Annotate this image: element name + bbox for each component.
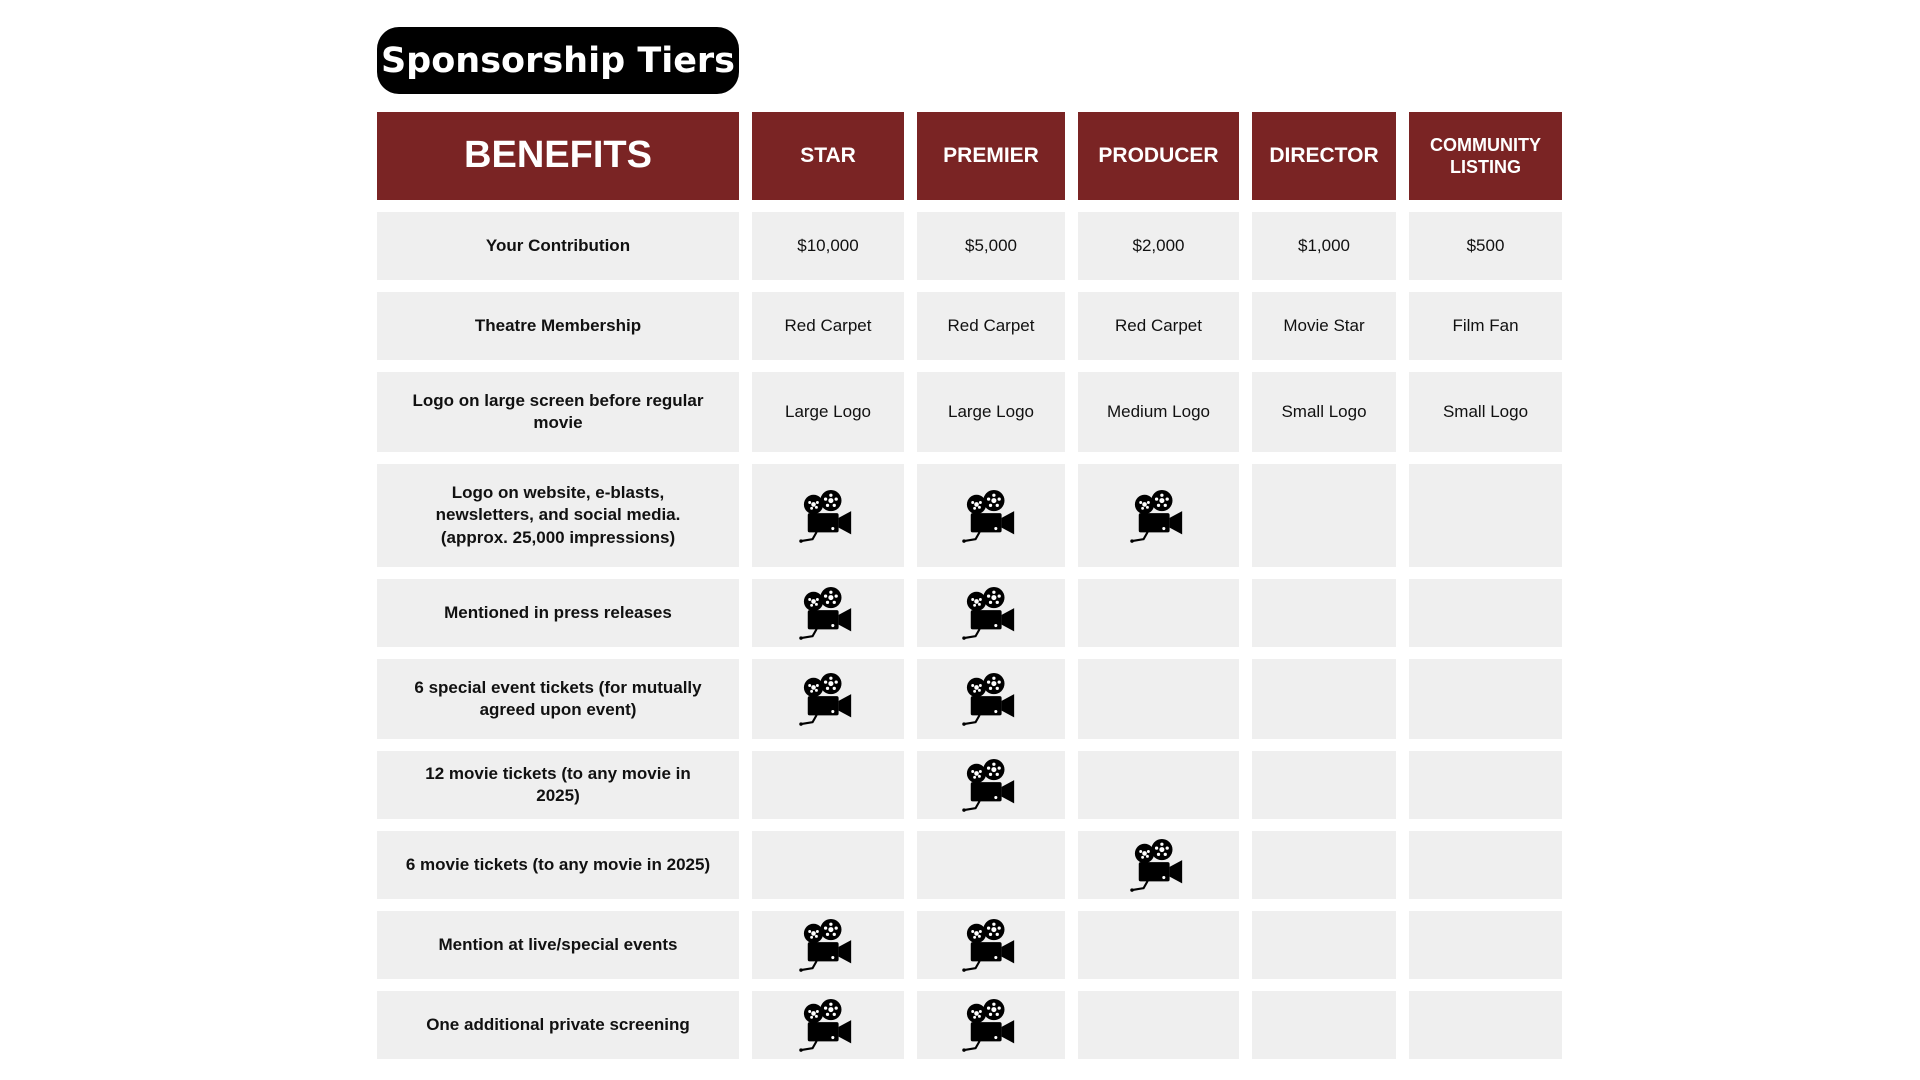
- benefit-label: Mention at live/special events: [377, 911, 739, 979]
- tier-benefit-cell: [1252, 464, 1396, 567]
- tier-benefit-cell: [917, 911, 1065, 979]
- header-benefits: BENEFITS: [377, 112, 739, 200]
- benefit-label: One additional private screening: [377, 991, 739, 1059]
- tier-benefit-cell: [917, 659, 1065, 739]
- benefit-label: Logo on large screen before regular movie: [377, 372, 739, 452]
- header-tier-producer: PRODUCER: [1078, 112, 1239, 200]
- benefit-label: Theatre Membership: [377, 292, 739, 360]
- tier-value: Small Logo: [1409, 372, 1562, 452]
- tier-benefit-cell: [1078, 911, 1239, 979]
- movie-camera-icon: [960, 489, 1022, 543]
- movie-camera-icon: [797, 489, 859, 543]
- tier-benefit-cell: [752, 751, 904, 819]
- tier-value: Large Logo: [752, 372, 904, 452]
- tier-benefit-cell: [1078, 831, 1239, 899]
- movie-camera-icon: [960, 998, 1022, 1052]
- movie-camera-icon: [960, 918, 1022, 972]
- movie-camera-icon: [960, 672, 1022, 726]
- movie-camera-icon: [960, 758, 1022, 812]
- benefit-label: 12 movie tickets (to any movie in 2025): [377, 751, 739, 819]
- header-tier-premier: PREMIER: [917, 112, 1065, 200]
- benefit-label: 6 movie tickets (to any movie in 2025): [377, 831, 739, 899]
- tier-benefit-cell: [1078, 991, 1239, 1059]
- tier-value: $5,000: [917, 212, 1065, 280]
- tier-value: $1,000: [1252, 212, 1396, 280]
- benefit-label: Your Contribution: [377, 212, 739, 280]
- tier-benefit-cell: [1409, 464, 1562, 567]
- tier-benefit-cell: [1252, 831, 1396, 899]
- header-tier-director: DIRECTOR: [1252, 112, 1396, 200]
- tier-benefit-cell: [752, 659, 904, 739]
- tier-value: $10,000: [752, 212, 904, 280]
- page-title: Sponsorship Tiers: [377, 27, 739, 94]
- tier-benefit-cell: [1252, 659, 1396, 739]
- tier-benefit-cell: [1409, 659, 1562, 739]
- movie-camera-icon: [797, 586, 859, 640]
- header-tier-star: STAR: [752, 112, 904, 200]
- tier-benefit-cell: [1409, 579, 1562, 647]
- tier-benefit-cell: [1409, 991, 1562, 1059]
- benefit-label: 6 special event tickets (for mutually agreed upon event): [377, 659, 739, 739]
- tier-value: $2,000: [1078, 212, 1239, 280]
- tier-benefit-cell: [1409, 751, 1562, 819]
- tier-benefit-cell: [1409, 911, 1562, 979]
- header-tier-community-listing: COMMUNITY LISTING: [1409, 112, 1562, 200]
- tier-benefit-cell: [917, 579, 1065, 647]
- benefit-label: Logo on website, e-blasts, newsletters, and social media. (approx. 25,000 impressions): [377, 464, 739, 567]
- tier-value: Movie Star: [1252, 292, 1396, 360]
- movie-camera-icon: [797, 918, 859, 972]
- tier-benefit-cell: [1078, 464, 1239, 567]
- tier-benefit-cell: [1409, 831, 1562, 899]
- tier-benefit-cell: [752, 579, 904, 647]
- movie-camera-icon: [960, 586, 1022, 640]
- tier-benefit-cell: [1252, 751, 1396, 819]
- tier-benefit-cell: [1252, 911, 1396, 979]
- tier-value: Small Logo: [1252, 372, 1396, 452]
- tier-benefit-cell: [752, 464, 904, 567]
- tier-benefit-cell: [1078, 751, 1239, 819]
- movie-camera-icon: [1128, 489, 1190, 543]
- tier-value: Red Carpet: [1078, 292, 1239, 360]
- tier-value: $500: [1409, 212, 1562, 280]
- benefit-label: Mentioned in press releases: [377, 579, 739, 647]
- tier-benefit-cell: [917, 464, 1065, 567]
- tier-value: Red Carpet: [752, 292, 904, 360]
- tier-benefit-cell: [752, 911, 904, 979]
- movie-camera-icon: [797, 672, 859, 726]
- tier-benefit-cell: [1252, 991, 1396, 1059]
- tier-benefit-cell: [1252, 579, 1396, 647]
- tier-value: Medium Logo: [1078, 372, 1239, 452]
- tier-value: Red Carpet: [917, 292, 1065, 360]
- tier-benefit-cell: [752, 831, 904, 899]
- tier-benefit-cell: [1078, 579, 1239, 647]
- tier-benefit-cell: [1078, 659, 1239, 739]
- movie-camera-icon: [797, 998, 859, 1052]
- tier-benefit-cell: [917, 751, 1065, 819]
- movie-camera-icon: [1128, 838, 1190, 892]
- tier-benefit-cell: [752, 991, 904, 1059]
- sponsorship-table: [377, 112, 1562, 1059]
- tier-value: Large Logo: [917, 372, 1065, 452]
- tier-benefit-cell: [917, 831, 1065, 899]
- tier-value: Film Fan: [1409, 292, 1562, 360]
- tier-benefit-cell: [917, 991, 1065, 1059]
